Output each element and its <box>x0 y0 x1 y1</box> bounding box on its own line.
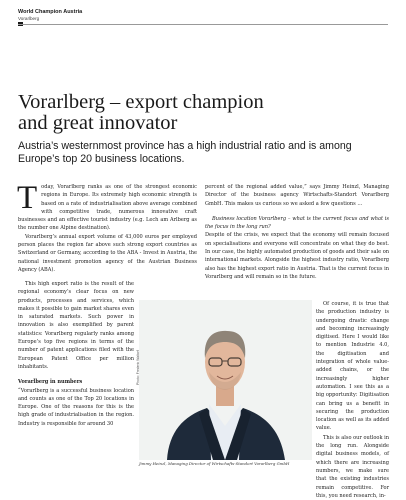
interview-question: Business location Vorarlberg – what is the current focus and what is the focus in the long run? <box>205 215 389 231</box>
paragraph-intro-text: oday, Vorarlberg ranks as one of the strongest economic regions in Europe. Its extremely high economic strength is based on a rate of industrialisation above average combined with competitive trade, numerous innovative craft businesses and an effective tourist industry (e.g. Lech am Arlberg as the number one Alpine destination). <box>18 184 197 232</box>
paragraph-outlook: This is also our outlook in the long run. Alongside digital business models, of which there are increasing numbers, we make sure that the existing industries remain competitive. For this, you need research, in- <box>316 434 389 499</box>
column-1-bottom <box>18 280 134 480</box>
paragraph-digitisation: Of course, it is true that the production industry is undergoing drastic change and becoming increasingly digitised. Here I would like to mention Industrie 4.0, the digitisation and integration of whole value-added chains, or the increasingly higher automation. I see this as a big opportunity: Digitisation can bring us a benefit in securing the production location as well as its added value. <box>316 301 389 432</box>
column-2-top <box>205 183 389 301</box>
article-lead: Austria’s westernmost province has a high industrial ratio and is among Europe’s top 20 business locations. <box>18 140 352 165</box>
photo-credit: Photo: Frederic Waltorf <box>136 350 140 385</box>
publication-name: World Champion Austria <box>18 9 83 15</box>
interview-answer: Despite of the crisis, we expect that the economy will remain focused on specialisations and everyone will concentrate on what they do best. In our case, the highly automated production of goods and their sale on international markets. Alongside the highest industry ratio, Vorarlberg also has the highest export ratio in Austria. That is the current focus in Vorarlberg and will remain so in the future. <box>205 232 389 280</box>
paragraph-export: Vorarlberg’s annual export volume of 43,000 euros per employed person places the region far above such strong export countries as Switzerland or Germany, according to the ABA - Invest in Austria, the national investment promotion agency of the Austrian Business Agency (ABA). <box>18 233 197 273</box>
section-name: Vorarlberg <box>18 16 40 21</box>
running-header <box>18 9 82 22</box>
portrait-photo <box>139 300 312 460</box>
paragraph-heinzl: percent of the regional added value,” says Jimmy Heinzl, Managing Director of the business agency Wirtschafts-Standort Vorarlberg GmbH. This makes us curious so we asked a few questions … <box>205 184 389 207</box>
photo-caption: Jimmy Heinzl, Managing Director of Wirtschafts-Standort Vorarlberg GmbH <box>139 461 290 466</box>
paragraph-innovation: This high export ratio is the result of the regional economy’s clear focus on new products, processes and services, which makes it possible to gain market shares even in saturated markets. Such power in innovation is also exemplified by parent statistics: Vorarlberg regularly ranks among Europe’s top five regions in terms of the number of patent applications filed with the European Patent Office per million inhabitants. <box>18 281 134 370</box>
title-line-1: Vorarlberg – export champion <box>18 91 264 113</box>
article-title <box>18 92 390 134</box>
dropcap: T <box>17 180 38 216</box>
subheading-numbers: Vorarlberg in numbers <box>18 379 83 386</box>
paragraph-quote: “Vorarlberg is a successful business location and counts as one of the Top 20 locations in Europe. One of the reasons for this is the high grade of industrialisation in the region. Industry is responsible for around 30 <box>18 387 134 427</box>
paragraph-intro <box>17 180 197 233</box>
title-line-2: and great innovator <box>18 112 178 134</box>
column-3 <box>316 300 389 499</box>
header-divider <box>18 24 388 25</box>
portrait-illustration <box>139 300 312 460</box>
